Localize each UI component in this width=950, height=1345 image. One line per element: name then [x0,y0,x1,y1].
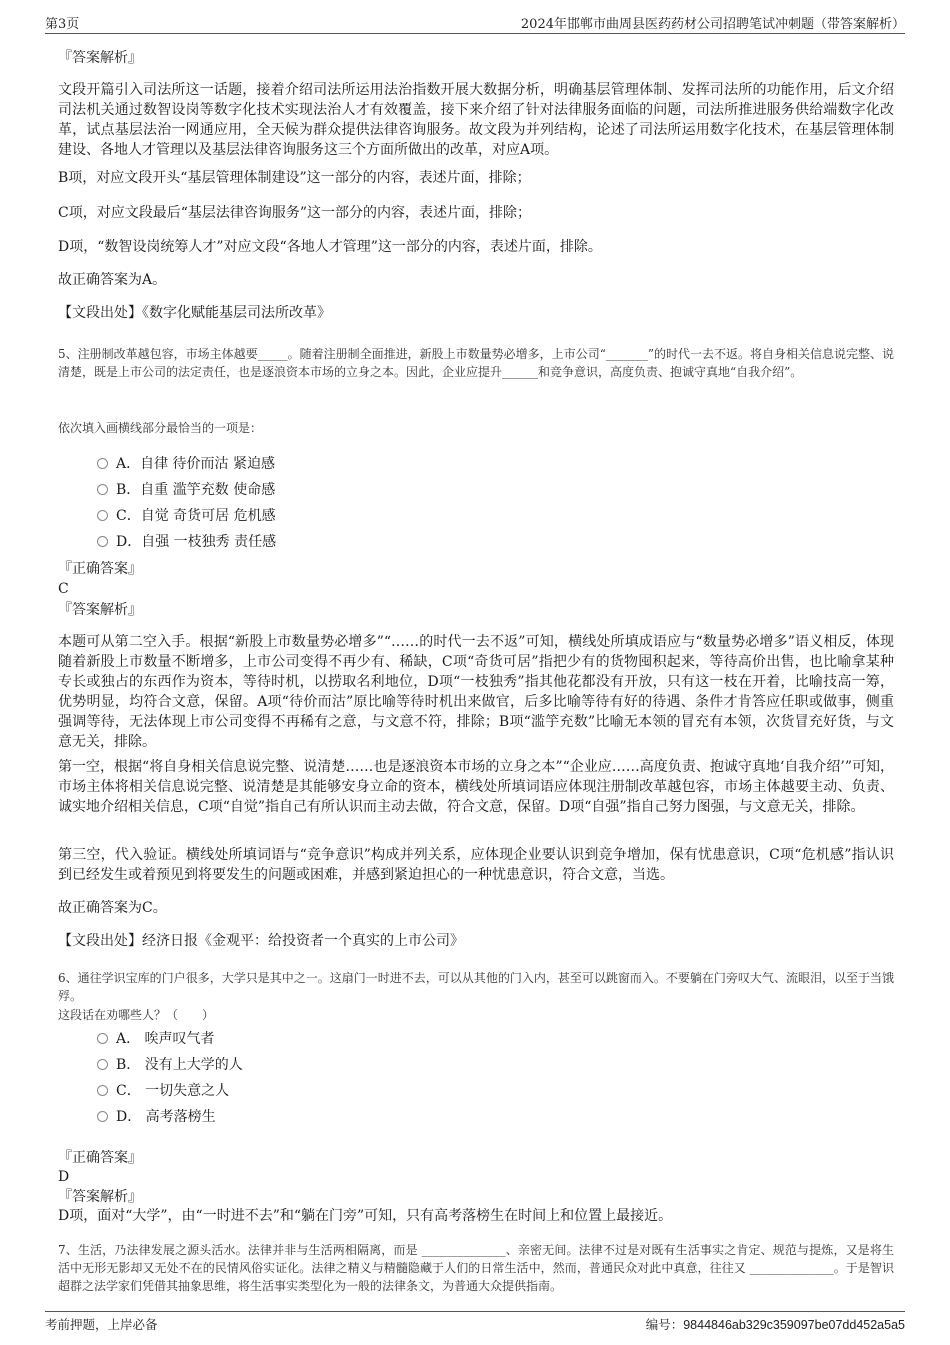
radio-icon[interactable] [97,484,108,495]
footer-code-value: 9844846ab329c359097be07dd452a5a5 [683,1318,905,1332]
q7-question-text: 7、生活，乃法律发展之源头活水。法律并非与生活两相隔离，而是 ______________、亲密无间。法律不过是对既有生活事实之肯定、规范与提炼，又是将生活中无形无影却又无处不在的民情风俗实证化。法律之精义与精髓隐藏于人们的日常生活中，然而，普通民众对此中真意，往往又 ______________。于是智识超群之法学家们凭借其抽象思维，将生活事实类型化为一般的法律条文，为普通大众提供指南。 [58,1243,894,1293]
q5-correct-label: 『正确答案』 [58,561,142,577]
q5-option-b[interactable]: B．自重 滥竽充数 使命感 [97,480,275,500]
document-title: 2024年邯郸市曲周县医药药材公司招聘笔试冲刺题（带答案解析） [520,17,905,32]
q4-analysis-p4: D项，“数智设岗统筹人才”对应文段“各地人才管理”这一部分的内容，表述片面，排除。 [58,239,602,255]
q6-option-c[interactable]: C． 一切失意之人 [97,1081,229,1101]
q5-option-a[interactable]: A．自律 待价而沽 紧迫感 [97,454,275,474]
q5-correct-answer: C [58,581,69,597]
page-footer [45,1311,905,1334]
q5-prompt: 依次填入画横线部分最恰当的一项是： [58,421,263,435]
q6-option-d[interactable]: D． 高考落榜生 [97,1107,216,1127]
footer-slogan: 考前押题，上岸必备 [45,1317,158,1332]
radio-icon[interactable] [97,510,108,521]
q4-analysis-p3: C项，对应文段最后“基层法律咨询服务”这一部分的内容，表述片面，排除； [58,205,532,221]
footer-code-label: 编号： [645,1317,684,1332]
radio-icon[interactable] [97,458,108,469]
q4-analysis-p1: 文段开篇引入司法所这一话题，接着介绍司法所运用法治指数开展大数据分析，明确基层管理体制、发挥司法所的功能作用，后文介绍司法机关通过数智设岗等数字化技术实现法治人才有效覆盖，接下来介绍了针对法律服务面临的问题，司法所推进服务供给端数字化改革，试点基层法治一网通应用，全天候为群众提供法律咨询服务。故文段为并列结构，论述了司法所运用数字化技术，在基层管理体制建设、各地人才管理以及基层法律咨询服务这三个方面所做出的改革，对应A项。 [58,82,894,158]
q6-analysis-label: 『答案解析』 [58,1189,142,1205]
q5-analysis-label: 『答案解析』 [58,602,142,618]
radio-icon[interactable] [97,1111,108,1122]
q5-analysis-p1: 本题可从第二空入手。根据“新股上市数量势必增多”“……的时代一去不返”可知，横线处所填成语应与“数量势必增多”语义相反，体现随着新股上市数量不断增多，上市公司变得不再少有、稀缺，C项“奇货可居”指把少有的货物囤积起来，等待高价出售，也比喻拿某种专长或独占的东西作为资本，等待时机，以捞取名利地位，D项“一枝独秀”指其他花都没有开放，只有这一枝在开着，比喻技高一筹，优势明显，均符合文意，保留。A项“待价而沽”原比喻等待时机出来做官，后多比喻等待有好的待遇、条件才肯答应任职或做事，侧重强调等待，无法体现上市公司变得不再稀有之意，与文意不符，排除；B项“滥竽充数”比喻无本领的冒充有本领，次货冒充好货，与文意无关，排除。 [58,634,894,750]
q6-question-text: 6、通往学识宝库的门户很多，大学只是其中之一。这扇门一时进不去，可以从其他的门入内，甚至可以跳窗而入。不要躺在门旁叹大气、流眼泪，以至于当饿殍。 [58,971,894,1003]
q5-option-c[interactable]: C．自觉 奇货可居 危机感 [97,506,276,526]
radio-icon[interactable] [97,1059,108,1070]
q6-option-b[interactable]: B． 没有上大学的人 [97,1055,243,1075]
q5-analysis-p2: 第一空，根据“将自身相关信息说完整、说清楚……也是逐浪资本市场的立身之本”“企业应……高度负责、抱诚守真地‘自我介绍’”可知，市场主体将相关信息说完整、说清楚是其能够安身立命的资本，横线处所填词语应体现注册制改革越包容，市场主体越要主动、负责、诚实地介绍相关信息，C项“自觉”指自己有所认识而主动去做，符合文意，保留。D项“自强”指自己努力图强，与文意无关，排除。 [58,759,894,815]
q6-prompt: 这段话在劝哪些人？（ ） [58,1008,215,1022]
q5-analysis-p3: 第三空，代入验证。横线处所填词语与“竞争意识”构成并列关系，应体现企业要认识到竞争增加，保有忧患意识，C项“危机感”指认识到已经发生或着预见到将要发生的问题或困难，并感到紧迫担心的一种忧患意识，符合文意，当选。 [58,847,894,883]
footer-code [646,1315,905,1333]
q5-option-d[interactable]: D．自强 一枝独秀 责任感 [97,532,276,552]
q6-correct-label: 『正确答案』 [58,1150,142,1166]
q4-analysis-label: 『答案解析』 [58,50,142,66]
q4-source: 【文段出处】《数字化赋能基层司法所改革》 [58,305,331,321]
q6-option-a[interactable]: A． 唉声叹气者 [97,1029,215,1049]
q5-analysis-p4: 故正确答案为C。 [58,900,167,916]
q4-analysis-p2: B项，对应文段开头“基层管理体制建设”这一部分的内容，表述片面，排除； [58,170,531,186]
page-header [45,13,905,34]
q4-analysis-p5: 故正确答案为A。 [58,272,167,288]
page-number: 第3页 [45,17,80,32]
q6-correct-answer: D [58,1169,70,1185]
q5-source: 【文段出处】经济日报《金观平：给投资者一个真实的上市公司》 [58,933,464,949]
radio-icon[interactable] [97,1033,108,1044]
radio-icon[interactable] [97,536,108,547]
radio-icon[interactable] [97,1085,108,1096]
q6-analysis-p1: D项，面对“大学”，由“一时进不去”和“躺在门旁”可知，只有高考落榜生在时间上和位置上最接近。 [58,1208,673,1224]
q5-question-text: 5、注册制改革越包容，市场主体越要_____。随着注册制全面推进，新股上市数量势必增多，上市公司“_______”的时代一去不返。将自身相关信息说完整、说清楚，既是上市公司的法定责任，也是逐浪资本市场的立身之本。因此，企业应提升______和竞争意识，高度负责、抱诚守真地“自我介绍”。 [58,347,894,379]
